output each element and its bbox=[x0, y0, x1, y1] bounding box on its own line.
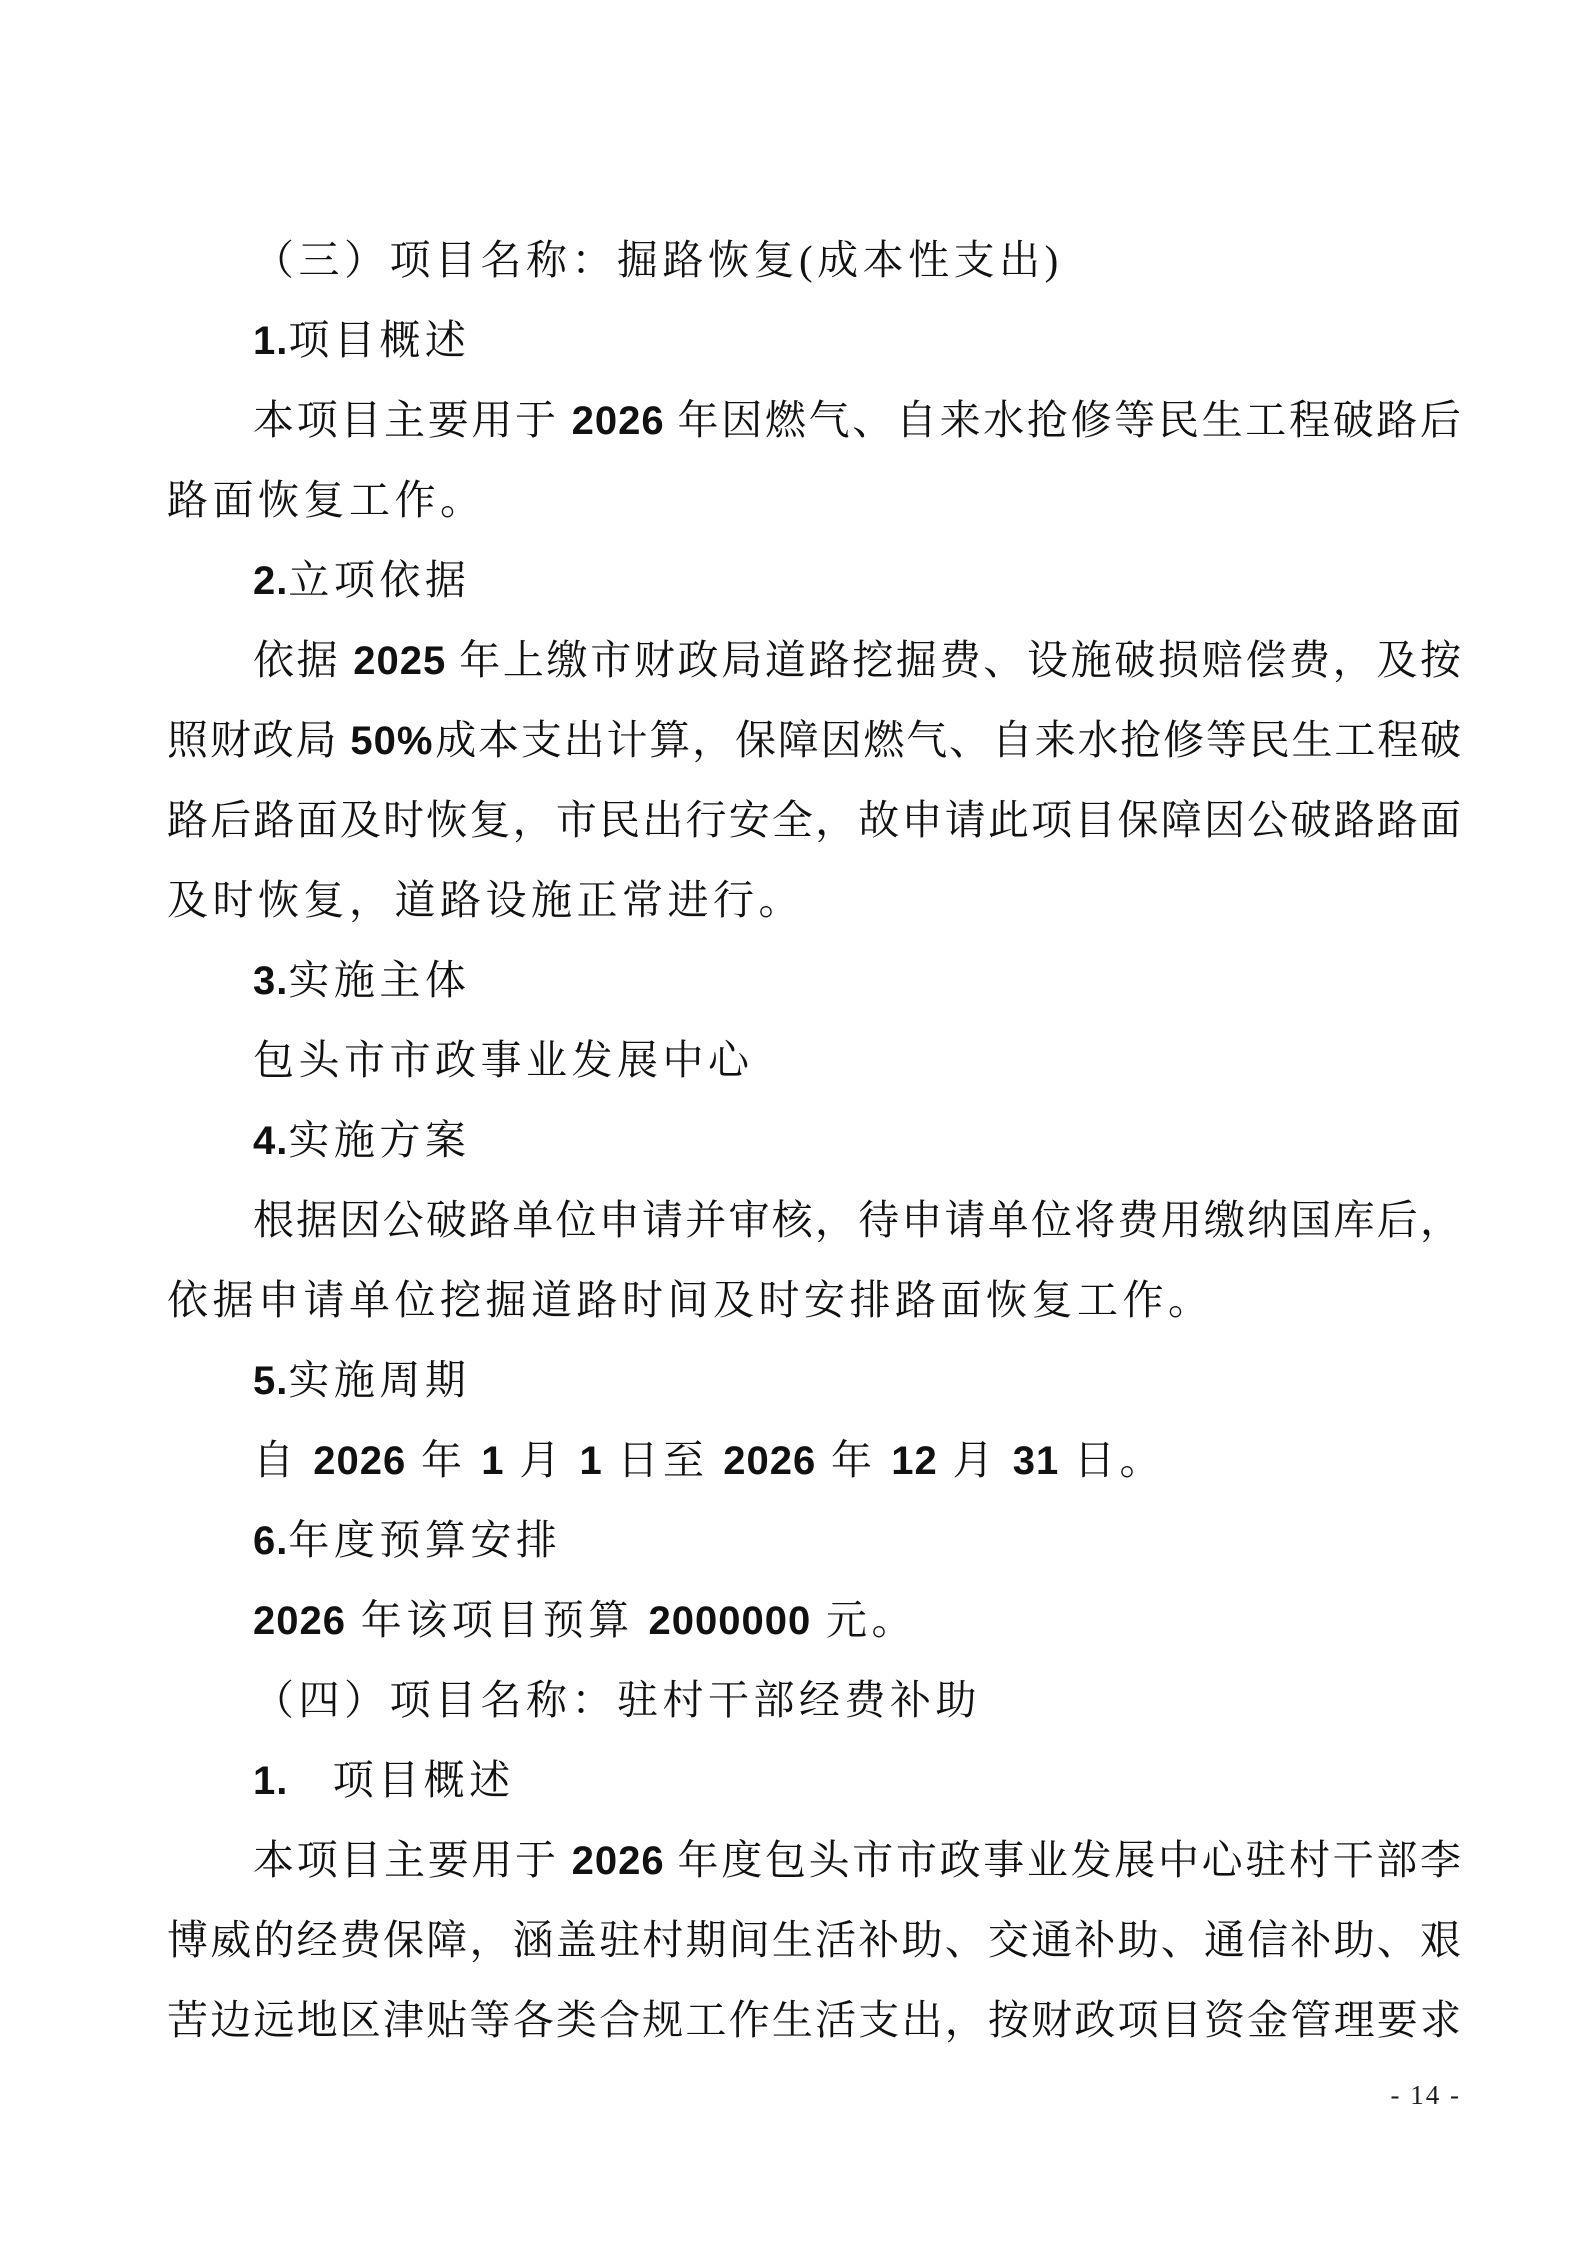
text-line: 1. 项目概述 bbox=[253, 1757, 515, 1803]
latin-run: 2026 bbox=[571, 399, 665, 443]
latin-run: 2000000 bbox=[648, 1599, 812, 1643]
latin-run: 3. bbox=[253, 959, 289, 1003]
latin-run: 2026 bbox=[313, 1439, 407, 1483]
latin-run: 6. bbox=[253, 1519, 289, 1563]
text-line: 4.实施方案 bbox=[253, 1117, 471, 1163]
text-line: 及时恢复，道路设施正常进行。 bbox=[167, 877, 804, 923]
latin-run: 31 bbox=[1012, 1439, 1060, 1483]
latin-run: 1 bbox=[481, 1439, 505, 1483]
text-line: 2.立项依据 bbox=[253, 557, 471, 603]
latin-run: 1. bbox=[253, 1759, 289, 1803]
text-line: 依据 2025 年上缴市财政局道路挖掘费、设施破损赔偿费，及按 bbox=[253, 637, 1462, 683]
text-line: 路后路面及时恢复，市民出行安全，故申请此项目保障因公破路路面 bbox=[167, 797, 1461, 843]
text-line: 6.年度预算安排 bbox=[253, 1517, 562, 1563]
text-line: 自 2026 年 1 月 1 日至 2026 年 12 月 31 日。 bbox=[253, 1437, 1165, 1483]
latin-run: 1. bbox=[253, 319, 289, 363]
text-line: （四）项目名称：驻村干部经费补助 bbox=[253, 1677, 981, 1723]
latin-run: 5. bbox=[253, 1359, 289, 1403]
text-line: 1.项目概述 bbox=[253, 317, 471, 363]
text-line: 依据申请单位挖掘道路时间及时安排路面恢复工作。 bbox=[167, 1277, 1214, 1323]
text-line: 路面恢复工作。 bbox=[167, 477, 486, 523]
latin-run: 12 bbox=[891, 1439, 938, 1483]
page-number: - 14 - bbox=[1390, 2080, 1461, 2110]
document-body bbox=[167, 220, 1461, 2060]
text-line: 包头市市政事业发展中心 bbox=[253, 1037, 754, 1083]
text-line: 照财政局 50%成本支出计算，保障因燃气、自来水抢修等民生工程破 bbox=[167, 717, 1462, 763]
latin-run: 4. bbox=[253, 1119, 289, 1163]
latin-run: 2026 bbox=[571, 1839, 665, 1883]
latin-run: 2025 bbox=[353, 639, 447, 683]
latin-run: 2026 bbox=[723, 1439, 817, 1483]
text-line: 3.实施主体 bbox=[253, 957, 471, 1003]
text-line: 苦边远地区津贴等各类合规工作生活支出，按财政项目资金管理要求 bbox=[167, 1997, 1461, 2043]
text-line: （三）项目名称：掘路恢复(成本性支出) bbox=[253, 237, 1063, 283]
text-line: 博威的经费保障，涵盖驻村期间生活补助、交通补助、通信补助、艰 bbox=[167, 1917, 1461, 1963]
latin-run: 2. bbox=[253, 559, 289, 603]
text-line: 2026 年该项目预算 2000000 元。 bbox=[253, 1597, 917, 1643]
text-line: 本项目主要用于 2026 年因燃气、自来水抢修等民生工程破路后 bbox=[253, 397, 1461, 443]
latin-run: 2026 bbox=[253, 1599, 346, 1643]
page-footer bbox=[167, 2080, 1461, 2111]
latin-run: 1 bbox=[579, 1439, 603, 1483]
text-line: 本项目主要用于 2026 年度包头市市政事业发展中心驻村干部李 bbox=[253, 1837, 1461, 1883]
latin-run: 50% bbox=[350, 719, 434, 763]
text-line: 根据因公破路单位申请并审核，待申请单位将费用缴纳国库后， bbox=[253, 1197, 1461, 1243]
text-line: 5.实施周期 bbox=[253, 1357, 471, 1403]
